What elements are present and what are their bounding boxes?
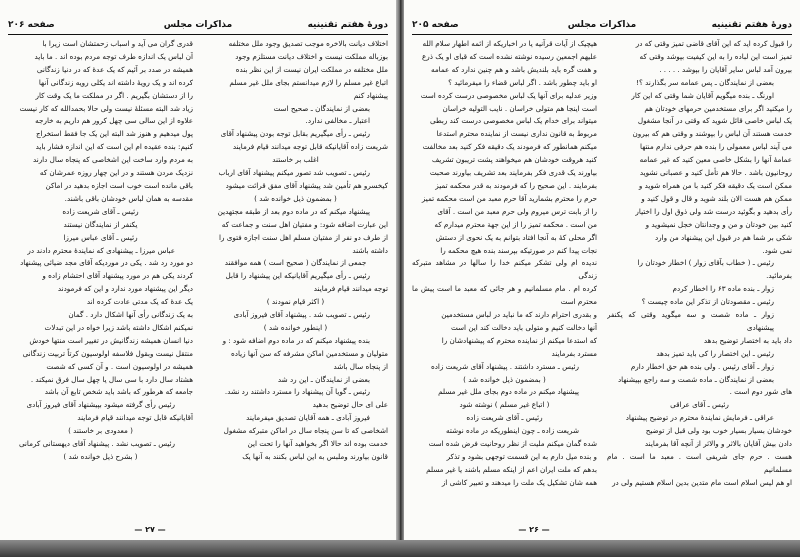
text-line: آقایانیکه قابل توجه میدانند قیام فرمایند: [77, 413, 193, 423]
text-line: خدمت بوده اند حالا اگر بخواهید آنها را تحت این: [247, 439, 388, 449]
page-number-label: صفحه ۲۰۶: [8, 20, 55, 30]
text-line: تمیز است این لباده را به این کیفیت بپوشد وقتی که: [639, 51, 792, 61]
text-line: رئیس ـ آقای شریعت زاده: [466, 413, 543, 423]
text-line: نمی شود.: [762, 245, 792, 255]
text-line: به یک زندگانی رأی آنها اشکال دارد . گمان: [68, 310, 193, 320]
text-line: علاوه از این سالی سی چهل کرور هم داریم به خارجه: [35, 116, 193, 126]
text-line: رأی بدهید و بگوئید درست شد ولی ذوق اول را اختیار: [635, 206, 792, 216]
book-gutter: [396, 0, 404, 557]
text-line: پیشنهاد میکنم که در ماده دوم بعد از طبقه مجتهدین: [217, 206, 370, 216]
text-line: شریعت زاده آقایانیکه قابل توجه میدانند قیام فرمایند: [232, 142, 388, 152]
text-line: رئیس ـ ( خطاب بآقای زوار ) اخطار خودتان را: [637, 258, 774, 268]
text-columns: [8, 38, 388, 518]
text-line: را قبول کرده اید که این آقای قاضی تمیز وقتی که در: [635, 39, 792, 48]
text-line: ممکن است یک دقیقه فکر کنید با من همراه شوید و: [638, 180, 792, 190]
text-line: مقدسه به همان لباس خودشان باقی باشند.: [64, 193, 193, 203]
text-line: زوار ـ بنده ماده ۶۳ را اخطار کردم: [672, 284, 774, 294]
text-line: قانون بیاورند وملبس به این لباس بکنند به آنها یک: [242, 452, 388, 461]
text-line: کرده ام . مام مسلمانیم و هر جائی که معبد ما است پیش ما محترم است: [412, 284, 597, 307]
text-line: می آیند لباس معمولی را بنده هم حرفی ندارم منتها: [640, 142, 792, 152]
page-footer-number: — ۲۷ —: [134, 525, 166, 534]
text-line: زوار ـ ماده شصت و سه میگوید وقتی که یکنفر پیشنهادی: [607, 310, 774, 332]
text-line: رئیس ـ آقای عراقی: [670, 400, 729, 410]
text-line: اغلب بر خاستند: [272, 155, 319, 165]
text-line: میتواند برای خدام یک لباس مخصوصی درست کند ربطی: [430, 116, 597, 126]
text-line: رئیس ـ آقای عباس میرزا: [63, 232, 138, 242]
text-line: یک لباس خاصی قائل شوید که وقتی در آنجا مشغول: [637, 116, 792, 126]
text-line: یکنفر از نمایندگان نیستند: [63, 219, 138, 229]
text-line: او باید چطور باشد . اگر لباس قضاء را میفرمائید ؟: [448, 77, 597, 87]
text-line: که استدعا میکنم از نماینده محترم که پیشنهادشان را: [441, 335, 597, 345]
text-line: رئیس ـ گویا آن پیشنهاد را مسترد داشتند رد نشد.: [224, 387, 370, 397]
column-left: [412, 38, 597, 518]
text-line: بدهم که ملت ایران اعم از اینکه مسلم باشند یا غیر مسلم: [426, 464, 597, 474]
text-line: و هفت گره باید بلندیش باشد و هم چنین ندارد که عمامه: [430, 64, 597, 74]
text-line: مسترد بفرمایند: [551, 348, 597, 358]
text-line: کنید هروقت خودشان هم میخواهند پشت تریبون تشریف: [431, 155, 597, 165]
text-line: ندیده ام ولی تشکر میکنم خدا را سالها در مشاهد متبرکه زندگی: [412, 258, 597, 281]
text-line: شده گمان میکنم ملیت از نظر روحانیت فرض شده است: [428, 439, 597, 449]
text-line: هشتاد سال دارد با سی سال یا چهل سال فرق نمیکند .: [30, 374, 193, 384]
text-line: رئیس ـ رأی میگیریم آقایانیکه این پیشنهاد را قابل: [225, 271, 370, 281]
text-line: ملل مختلفه در مملکت ایران نیست از این نظر بنده: [235, 64, 388, 74]
text-line: شکی بر شما هم در قبول این پیشنهاد من وارد: [654, 232, 792, 242]
left-page: [0, 0, 396, 540]
text-line: بنده پیشنهاد میکنم که در ماده دوم اضافه شود : و: [222, 335, 370, 345]
text-line: همه شان تشکیل یک ملت را میدهند و تعبیر کاشی از: [441, 477, 597, 487]
text-line: باقی مانده است خوب است اجازه بدهید در اماکن: [45, 180, 193, 190]
text-line: عمامهٔ آنها را بشکل خاصی معین کنید که غیر عمامه: [639, 155, 792, 165]
text-line: کردند یکی هم در مورد پیشنهاد آقای احتشام زاده و: [42, 271, 193, 281]
text-line: ( اتباع غیر مسلم ) نوشته شود: [459, 400, 550, 410]
text-line: رئیس ـ مسترد داشتند . پیشنهاد آقای شریعت زاده: [430, 361, 579, 371]
text-line: دادن بیش آقایان بالاثر و والاثر از آنچه آقا بفرمایند: [644, 439, 792, 449]
text-line: آنها دخالت کنیم و متولی باید دخالت کند این است: [450, 322, 597, 332]
text-line: ( اکثر قیام نمودند ): [266, 297, 325, 307]
text-line: ( معدودی بر خاستند ): [68, 426, 133, 436]
text-line: قدری گران می آید و اسباب زحمتشان است زیرا با: [42, 39, 193, 48]
text-line: علی ای حال توضیح بدهید: [312, 400, 388, 410]
text-line: داد باید به اختصار توضیح بدهد: [703, 335, 792, 345]
text-line: یک عدهٔ که یک مدتی عادت کرده اند: [86, 297, 193, 307]
text-line: عباس میرزا ـ پیشنهادی که نمایندهٔ محترم دادند در: [27, 245, 175, 255]
column-left: [8, 38, 193, 518]
text-line: میکنم همانطور که فرمودند یک دقیقه فکر کنید بعد مخالفت: [422, 142, 597, 152]
text-line: کرده اند و یک رویهٔ داشته اند یکلی رویه زندگانی آنها: [38, 77, 193, 87]
text-line: ( بشرح ذیل خوانده شد ): [63, 452, 138, 461]
volume-series-label: دورهٔ هفتم تقنینیه: [711, 20, 792, 30]
text-line: وزیر عدلیه برای آنها یک لباس مخصوصی درست کرده است: [420, 90, 597, 100]
text-line: رئیس ـ رأی میگیریم بقابل توجه بودن پیشنهاد آقای: [220, 129, 370, 139]
text-line: اورنگ ـ بنده میگویم آقایان شما وقتی که این کار: [631, 90, 774, 100]
text-line: این عبارت اضافه شود: و مفتیان اهل سنت و جماعت که: [221, 219, 388, 229]
text-line: را از دستشان بگیریم . اگر در مملکت ما یک وقت کار: [35, 90, 193, 100]
text-line: متولیان و مستخدمین اماکن مشرفه که سن آنها زیاده: [231, 348, 388, 358]
text-line: زیاد شد البته مسئلهٔ نیست ولی حالا بحمدالله که کار نیست: [19, 103, 193, 113]
running-title: مذاکرات مجلس: [567, 20, 637, 30]
text-line: و بنده میل دارم به این قسمت توجهی بشود و تذکر: [446, 452, 597, 461]
text-line: کنید بین خودتان و من و وجدانتان خجل نمیشوید و: [645, 219, 792, 229]
text-line: همیشه در صدد بر آئیم که یک عدهٔ که در دنیا زندگانی: [36, 64, 193, 74]
text-line: را از بابت ترس میروم ولی حرم معبد من است . آقای: [437, 206, 597, 216]
scan-edge-shadow: [0, 540, 800, 557]
running-title: مذاکرات مجلس: [163, 20, 233, 30]
text-line: رئیس ـ آقای شریعت زاده: [62, 206, 139, 216]
text-line: اختلاف دیانت بالاخره موجب تصدیق وجود ملل مختلفه: [228, 39, 388, 48]
text-line: بیاورند یک قدری فکر بفرمایند بعد تشریف بیاورند صحبت: [429, 168, 597, 178]
text-line: ( اینطور خوانده شد ): [263, 322, 328, 332]
text-line: نزدیک مردن هستند و در این چهار روزه عمرشان که: [39, 168, 193, 178]
text-line: رئیس ـ تصویب شد . پیشنهاد آقای فیروز آبادی: [233, 310, 370, 320]
text-line: او هم لیس اسلام است مام متدین بدین اسلام هستیم ولی در: [612, 477, 792, 487]
text-line: نمیکنم اشکال داشته باشد زیرا خواه در این تبدلات: [44, 322, 193, 332]
text-line: از طرف دو نفر از مفتیان مسلم اهل سنت اجازه فتوی را: [219, 232, 388, 242]
text-line: نجات پیدا کنم در صورتیکه بپرسند بنده هیچ محکمه را: [440, 245, 597, 255]
text-line: بعضی از نمایندگان ـ صحیح است: [273, 103, 370, 113]
text-line: ممکن هم هست الان بلند شوید و قال و قول کنید و: [641, 193, 792, 203]
text-line: کنیم: بنده عقیده ام این است که این اندازه فشار باید: [35, 142, 193, 152]
text-line: رئیس ـ تصویب نشد . پیشنهاد آقای دیهستانی کرمانی: [18, 439, 175, 449]
volume-series-label: دورهٔ هفتم تقنینیه: [307, 20, 388, 30]
text-line: بعضی از نمایندگان ـ این رد شد: [277, 374, 370, 384]
column-right: [607, 38, 792, 518]
text-line: من است . محکمه تمیز را از این جهة محترم میدارم که: [434, 219, 597, 229]
page-header: [8, 18, 388, 35]
text-line: رئیس رأی گرفته میشود بپیشنهاد آقای فیروز آبادی: [26, 400, 175, 410]
text-line: پول میدهیم و هنوز شد البته این یک جا فقط استخراج: [36, 129, 193, 139]
text-line: بعضی از نمایندگان ـ ماده شصت و سه راجع بپیشنهاد: [617, 374, 774, 384]
text-line: اشخاصی که تا سن پنجاه سال در اماکن متبرکه مشغول: [223, 426, 388, 436]
text-line: های شور دوم است .: [729, 387, 792, 397]
page-number-label: صفحه ۲۰۵: [412, 20, 459, 30]
text-line: داشته باشند: [352, 245, 388, 255]
right-page: [404, 0, 800, 540]
text-line: خودشان بسیار بسیار خوب بود ولی قبل از توضیح: [645, 426, 792, 436]
text-line: بفرمایند . این صحیح را که فرمودند به قدر محکمه تمیز: [435, 180, 597, 190]
text-line: پیشنهاد کنم: [353, 90, 388, 100]
text-line: ( بمضمون ذیل خوانده شد ): [463, 374, 546, 384]
text-line: هیچیک از آیات قرآنیه یا در اخباریکه از ائمه اطهار سلام الله: [422, 39, 597, 48]
text-line: اگر محلی کهٔ به آنجا افتاد بتوانم به یک نحوی از دستش: [435, 232, 597, 242]
text-line: ( بمضمون ذیل خوانده شد ): [254, 193, 337, 203]
text-line: پیشنهاد میکنم در ماده دوم بجای ملل غیر مسلم: [438, 387, 579, 397]
text-line: توجه میدانند قیام فرمایند: [313, 284, 388, 294]
text-line: زوار ـ آقای رئیس . ولی بنده هم حق اخطار دارم: [630, 361, 774, 371]
text-line: بفرمائید.: [766, 271, 792, 281]
text-line: به مردم وارد ساخت این اشخاصی که پنجاه سال دارند: [32, 155, 193, 165]
text-line: رئیس ـ این اختصار را کی باید تمیز بدهد: [656, 348, 774, 358]
text-line: حرم را محترم بشمارید آقا حرم معبد من است محکمه تمیز: [421, 193, 597, 203]
text-line: هست . حرم جای شریفی است . معبد ما است . مام مسلمانیم: [607, 452, 792, 474]
text-line: بوزباله مملکت نیست و اختلاف دیانت مستلزم وجود: [235, 51, 388, 61]
text-columns: [412, 38, 792, 518]
text-line: بعضی از نمایندگان ـ پس عمامه سر بگذارند ؟!: [636, 77, 774, 87]
text-line: است اینجا هم متولی خراسان . نایب التولیه خراسان: [442, 103, 597, 113]
text-line: از پنجاه سال باشد: [333, 361, 388, 371]
text-line: را میکنید اگر برای مستخدمین حرمهای خودتان هم: [644, 103, 792, 113]
text-line: همیشه در اولوسیون است . و آن کسی که شصت: [46, 361, 193, 371]
text-line: کیخسرو هم تأمین شد پیشنهاد آقای مفق قرائت میشود: [225, 180, 388, 190]
text-line: مربوط به قانون نداری نیست از نماینده محترم استدعا: [436, 129, 597, 139]
text-line: بیرون آمد لباس سایر آقایان را بپوشد . . . . .: [659, 64, 792, 74]
text-line: رئیس ـ تصویب شد تصور میکنم پیشنهاد آقای ارباب: [218, 168, 370, 178]
text-line: روحانیون باشد . حالا هم تأمل کنید و عصبانی نشوید: [639, 168, 792, 178]
text-line: دو مورد رد شد . یکی در موردیکه آقای مجد ضیائی پیشنهاد: [20, 258, 193, 268]
text-line: رئیس ـ مقصودتان از تذکر این ماده چیست ؟: [641, 297, 774, 307]
text-line: منتقل نیست وبقول فلاسفه اولوسیون کرتاً تربیت زندگانی: [22, 348, 193, 358]
column-right: [203, 38, 388, 518]
text-line: عراقی ـ فرمایش نمایندهٔ محترم در توضیح پیشنهاد: [625, 413, 774, 423]
page-header: [412, 18, 792, 35]
text-line: شریعت زاده ـ چون اینطوریکه در ماده نوشته: [446, 426, 579, 436]
text-line: جمعی از نمایندگان ( صحیح است ) همه موافقند: [224, 258, 367, 268]
text-line: آن لباس یک اندازه طرف توجه مردم بوده اند . ما باید: [34, 51, 193, 61]
text-line: دیگر این پیشنهاد مورد ندارد و این که فرمودند: [57, 284, 193, 294]
page-footer-number: — ۲۶ —: [518, 525, 550, 534]
text-line: اتباع غیر مسلم را لازم میدانستم بجای ملل غیر مسلم: [229, 77, 388, 87]
text-line: اعتبار ـ مخالفی ندارد.: [305, 116, 370, 126]
text-line: علیهم اجمعین رسیده نوشته نشده است که قبای او یک ذرع: [421, 51, 597, 61]
text-line: خدمت هستند آن لباس را بپوشند و وقتی هم که بیرون: [632, 129, 792, 139]
text-line: دنیا انسان همیشه زندگانیش در تغییر است منتها خودش: [29, 335, 193, 345]
text-line: و بقدری احترام دارند که ما نباید در لباس مستخدمین: [441, 310, 597, 320]
text-line: جامعه که هرطور که باشد باید شخص تابع آن باشد: [44, 387, 193, 397]
text-line: فیروز آبادی ـ همه آقایان تصدیق میفرمایند: [246, 413, 370, 423]
